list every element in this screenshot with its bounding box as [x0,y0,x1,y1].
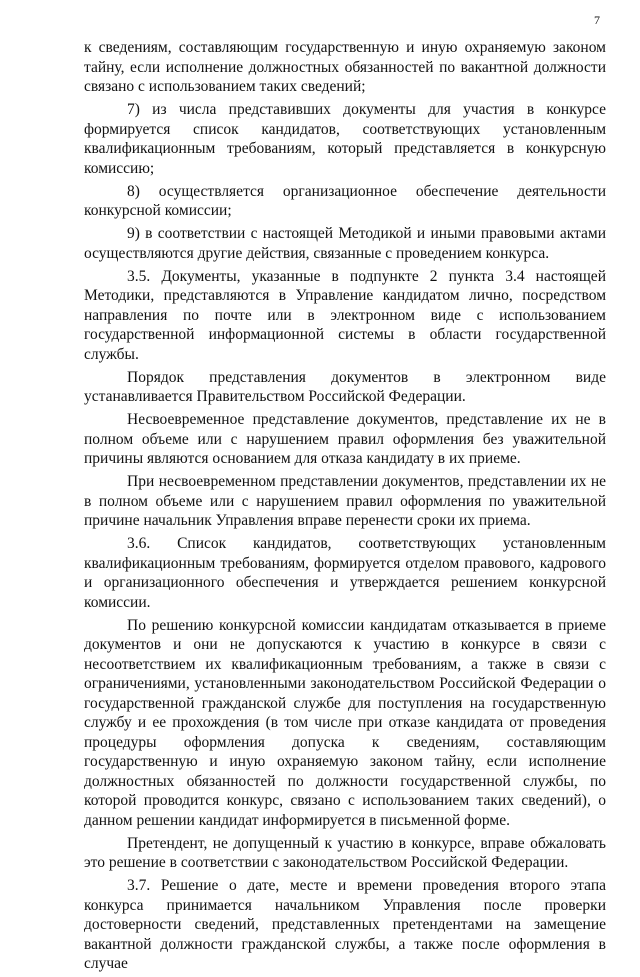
paragraph-continuation: к сведениям, составляющим государственную и иную охраняемую законом тайну, если исполнение должностных обязанностей по вакантной должности связано с использованием таких сведений; [84,39,606,95]
paragraph-item-9: 9) в соответствии с настоящей Методикой и иными правовыми актами осуществляются другие действия, связанные с проведением конкурса. [84,225,606,262]
paragraph-electronic-order: Порядок представления документов в электронном виде устанавливается Правительством Российской Федерации. [84,368,606,405]
document-body [84,38,606,977]
page-number: 7 [594,13,600,27]
paragraph-section-3-7: 3.7. Решение о дате, месте и времени проведения второго этапа конкурса принимается начальником Управления после проверки достоверности сведений, представленных претендентами на замещение вакантной должности гражданской службы, а также после оформления в случае [84,877,606,972]
paragraph-valid-reason: При несвоевременном представлении документов, представлении их не в полном объеме или с нарушением правил оформления по уважительной причине начальник Управления вправе перенести сроки их приема. [84,473,606,529]
paragraph-section-3-6: 3.6. Список кандидатов, соответствующих установленным квалификационным требованиям, формируется отделом правового, кадрового и организационного обеспечения и утверждается решением конкурсной комиссии. [84,535,606,611]
paragraph-item-7: 7) из числа представивших документы для участия в конкурсе формируется список кандидатов, соответствующих установленным квалификационным требованиям, который представляется в конкурсную комиссию; [84,101,606,177]
paragraph-appeal: Претендент, не допущенный к участию в конкурсе, вправе обжаловать это решение в соответствии с законодательством Российской Федерации. [84,834,606,871]
paragraph-refusal: По решению конкурсной комиссии кандидатам отказывается в приеме документов и они не допускаются к участию в конкурсе в связи с несоответствием их квалификационным требованиям, а также в связи с ограничениями, установленными законодательством Российской Федерации о государственной гражданской службе для поступления на государственную службу и ее прохождения (в том числе при отказе кандидата от проведения процедуры оформления допуска к сведениям, составляющим государственную и иную охраняемую законом тайну, если исполнение должностных обязанностей по должности государственной службы, по которой проводится конкурс, связано с использованием таких сведений), о данном решении кандидат информируется в письменной форме. [84,616,606,829]
paragraph-item-8: 8) осуществляется организационное обеспечение деятельности конкурсной комиссии; [84,182,606,219]
paragraph-section-3-5: 3.5. Документы, указанные в подпункте 2 пункта 3.4 настоящей Методики, представляются в Управление кандидатом лично, посредством направления по почте или в электронном виде с использованием государственной информационной системы в области государственной службы. [84,267,606,363]
paragraph-late-submission: Несвоевременное представление документов, представление их не в полном объеме или с нарушением правил оформления без уважительной причины являются основанием для отказа кандидату в их приеме. [84,411,606,467]
